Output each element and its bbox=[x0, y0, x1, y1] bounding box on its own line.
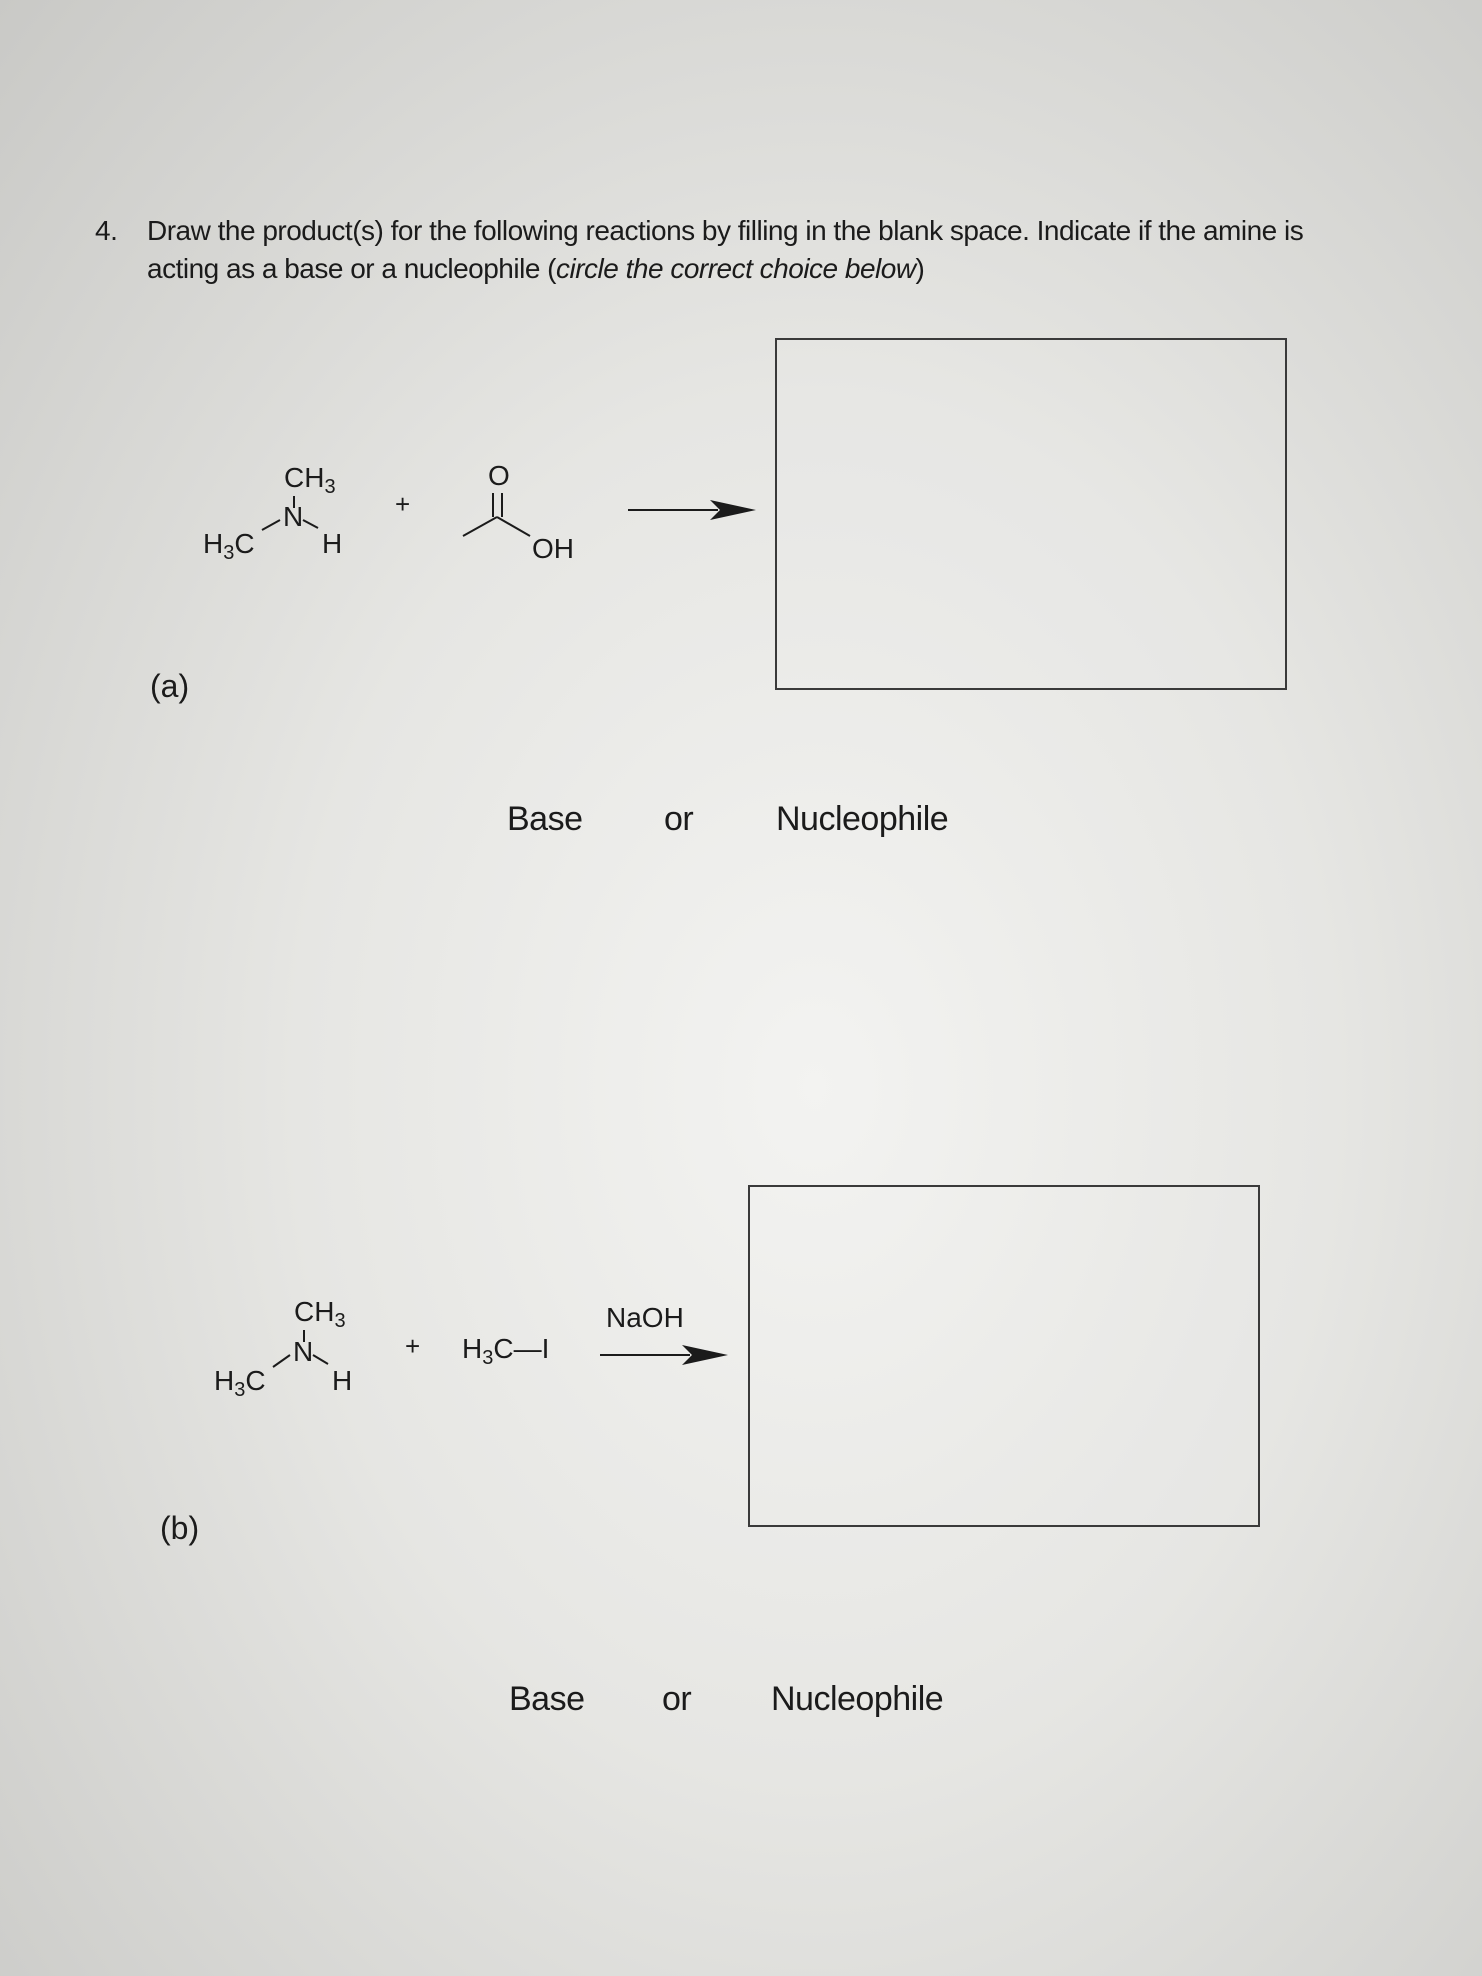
reaction-arrow-b bbox=[600, 1345, 728, 1365]
hydroxyl-label: OH bbox=[532, 533, 574, 564]
choice-base-a[interactable]: Base bbox=[507, 800, 583, 838]
choice-nucleophile-b[interactable]: Nucleophile bbox=[771, 1680, 944, 1718]
amine-a-nitrogen: N bbox=[283, 501, 304, 532]
answer-box-a[interactable] bbox=[775, 338, 1287, 690]
part-label-a: (a) bbox=[150, 668, 190, 704]
carbonyl-oxygen-label: O bbox=[488, 460, 510, 491]
methyl-iodide-label: $H_3C—I$ bbox=[462, 1333, 550, 1369]
question-number: 4. bbox=[95, 215, 118, 246]
part-label-b: (b) bbox=[160, 1510, 200, 1546]
plus-sign-b: + bbox=[405, 1331, 421, 1361]
question-text: Draw the product(s) for the following reactions by filling in the blank space. Indicate if the amine is acting as a base or a nucleophile (circle the correct choice below) bbox=[147, 215, 1304, 284]
choice-nucleophile-a[interactable]: Nucleophile bbox=[776, 800, 949, 838]
plus-sign-a: + bbox=[395, 489, 411, 519]
answer-box-b[interactable] bbox=[748, 1185, 1260, 1527]
amine-b-left-label: $H_3C$ bbox=[214, 1365, 266, 1401]
reaction-b-condition: NaOH bbox=[606, 1302, 684, 1333]
amine-b-nitrogen: N bbox=[293, 1336, 314, 1367]
amine-b-right-label: H bbox=[332, 1365, 353, 1396]
reaction-b-amine bbox=[214, 1296, 352, 1401]
reaction-a-amine bbox=[203, 462, 342, 564]
question-italic-instruction: circle the correct choice below bbox=[556, 253, 916, 284]
reaction-arrow-a bbox=[628, 500, 756, 520]
amine-b-top-label: $CH_3$ bbox=[294, 1296, 346, 1332]
choice-or-a: or bbox=[664, 800, 694, 838]
amine-a-left-label: $H_3C$ bbox=[203, 528, 255, 564]
reaction-a-acetic-acid bbox=[463, 460, 574, 564]
amine-a-top-label: $CH_3$ bbox=[284, 462, 336, 498]
amine-a-right-label: H bbox=[322, 528, 343, 559]
choice-or-b: or bbox=[662, 1680, 692, 1718]
choice-base-b[interactable]: Base bbox=[509, 1680, 585, 1718]
